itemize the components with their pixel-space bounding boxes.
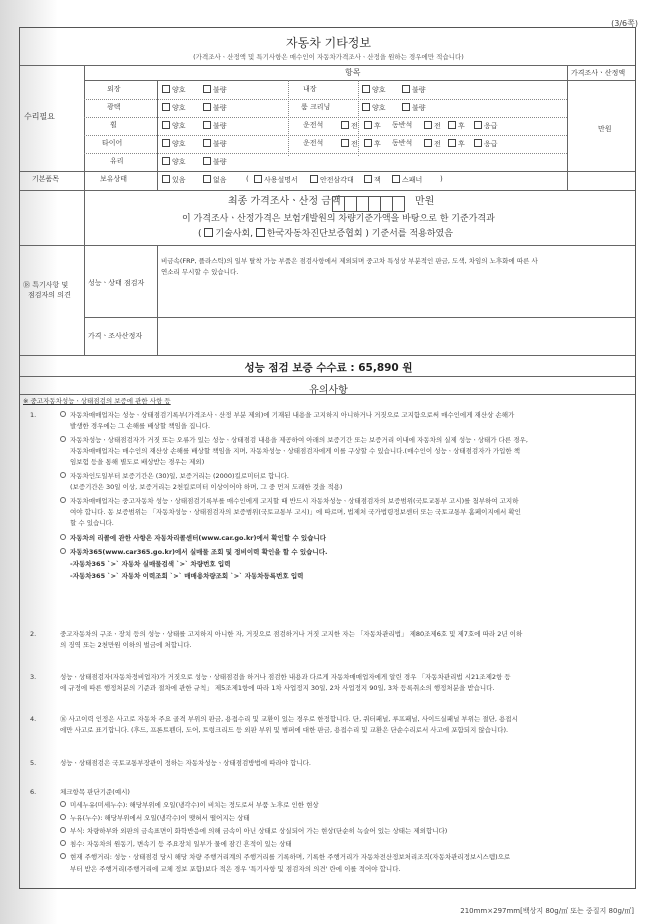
option-label: 전 <box>351 140 358 148</box>
rule <box>20 355 635 356</box>
item-number: 5. <box>30 759 37 767</box>
bullet-icon <box>60 853 66 859</box>
col-header-price: 가격조사ㆍ산정액 <box>571 69 626 77</box>
item-number: 6. <box>30 788 37 796</box>
option-label: 동반석 <box>392 139 413 147</box>
remarks-row1-label: 성능ㆍ상태 점검자 <box>88 279 145 287</box>
row-label: 룸 크리닝 <box>301 103 331 111</box>
price-digit-boxes[interactable] <box>333 193 405 212</box>
col-header-item: 항목 <box>345 68 361 77</box>
basic-sub-label: 보유상태 <box>100 175 128 183</box>
notice-line: 중고자동차의 구조ㆍ장치 등의 성능ㆍ상태를 고지하지 아니한 자, 거짓으로 점검하거나 거짓 고지한 자는 「자동차관리법」 제80조제6호 및 제7호에 따라 2년 이하 <box>60 630 523 638</box>
row-label: 외장 <box>107 85 121 93</box>
row-label: 운전석 <box>303 121 324 129</box>
notice-line: 할 수 있습니다. <box>70 519 114 527</box>
option-label: 후 <box>374 140 381 148</box>
notice-line: -자동차365 `>` 자동차 이력조회 `>` 매매용차량조회 `>` 자동차등록번호 입력 <box>70 572 304 580</box>
checkbox[interactable] <box>424 121 432 129</box>
checkbox[interactable] <box>162 157 170 165</box>
checkbox[interactable] <box>162 175 170 183</box>
notice-line: ⑯ 사고이력 인정은 사고로 자동차 주요 골격 부위의 판금, 용접수리 및 교환이 있는 경우로 한정합니다. 단, 쿼터패널, 루프패널, 사이드실패널 부위는 절단, 용접시 <box>60 715 518 723</box>
notice-title: 유의사항 <box>309 385 348 396</box>
remarks-group-label-2: 점검자의 의견 <box>28 291 71 299</box>
notice-line: 자동차매매업자는 성능ㆍ상태점검기록부(가격조사ㆍ산정 부분 제외)에 기재된 내용을 고지하지 아니하거나 거짓으로 고지함으로써 매수인에게 재산상 손해가 <box>70 411 515 419</box>
rule <box>20 376 635 377</box>
bullet-icon <box>60 497 66 503</box>
checkbox[interactable] <box>162 121 170 129</box>
notice-line: 의 징역 또는 2천만원 이하의 벌금에 처합니다. <box>60 641 192 649</box>
checkbox[interactable] <box>364 121 372 129</box>
notice-line: 자동차매매업자는 매수인의 재산상 손해를 배상할 책임을 지며, 자동차성능ㆍ상태점검자에게 이를 구상할 수 있습니다.(매수인이 성능ㆍ상태점검자가 가입한 책 <box>70 447 521 455</box>
row-label: 휠 <box>110 121 117 129</box>
checkbox[interactable] <box>474 139 482 147</box>
bullet-icon <box>60 827 66 833</box>
remarks-row1-text: 비금속(FRP, 플라스틱)의 일부 탈착 가능 부품은 점검사항에서 제외되며 중고차 특성상 부분적인 판금, 도색, 차임의 노후화에 따른 사 <box>161 257 538 265</box>
checkbox[interactable] <box>254 175 262 183</box>
notice-line: 침수: 자동차의 원동기, 변속기 등 주요장치 일부가 물에 잠긴 흔적이 있는 상태 <box>70 840 292 848</box>
option-label: 한국자동차진단보증협회 <box>266 229 363 239</box>
option-label: 양호 <box>172 104 186 112</box>
checkbox[interactable] <box>162 85 170 93</box>
rule <box>20 245 635 246</box>
paren: ( <box>246 175 249 183</box>
option-label: 응급 <box>484 140 498 148</box>
option-label: 불량 <box>213 140 227 148</box>
checkbox[interactable] <box>362 103 370 111</box>
item-number: 2. <box>30 630 37 638</box>
checkbox[interactable] <box>203 139 211 147</box>
rule <box>84 153 567 154</box>
bullet-icon <box>60 534 66 540</box>
warranty-fee: 성능 점검 보증 수수료 : 65,890 원 <box>244 362 413 374</box>
remarks-group-label-1: ⑱ 특기사항 및 <box>23 281 69 289</box>
option-label: 불량 <box>213 86 227 94</box>
option-label: 양호 <box>172 86 186 94</box>
option-label: 불량 <box>213 158 227 166</box>
notice-line: 성능ㆍ상태점검은 국토교통부장관이 정하는 자동차성능ㆍ상태점검방법에 따라야 합니다. <box>60 759 311 767</box>
option-label: 안전삼각대 <box>320 176 354 184</box>
notice-heading: ※ 중고자동차성능ㆍ상태점검의 보증에 관한 사항 등 <box>23 397 171 405</box>
bullet-icon <box>60 411 66 417</box>
rule <box>20 394 635 395</box>
checkbox[interactable] <box>402 85 410 93</box>
remarks-row2-label: 가격ㆍ조사산정자 <box>88 332 143 340</box>
notice-line: (보증기간은 30일 이상, 보증거리는 2천킬로미터 이상이어야 하며, 그 중 먼저 도래한 것을 적용) <box>70 483 343 491</box>
checkbox[interactable] <box>256 228 265 237</box>
option-label: 동반석 <box>392 121 413 129</box>
notice-line: 자동차인도일부터 보증기간은 (30)일, 보증거리는 (2000)킬로미터로 합니다. <box>70 472 289 480</box>
option-label: 양호 <box>372 104 386 112</box>
checkbox[interactable] <box>162 103 170 111</box>
checkbox[interactable] <box>448 121 456 129</box>
paren: ( <box>198 229 202 239</box>
checkbox[interactable] <box>204 228 213 237</box>
option-label: 불량 <box>213 104 227 112</box>
row-label: 유리 <box>110 157 124 165</box>
notice-line: 현재 주행거리: 성능ㆍ상태점검 당시 해당 차량 주행거리계의 주행거리를 기록하며, 기록한 주행거리가 자동차전산정보처리조직(자동차관리정보시스템)으로 <box>70 853 511 861</box>
basic-label: 기본품목 <box>32 175 60 183</box>
paren: ) <box>440 175 443 183</box>
option-label: 사용설명서 <box>264 176 298 184</box>
option-label: 스패너 <box>402 176 423 184</box>
option-label: 양호 <box>172 122 186 130</box>
notice-line: 부식: 차량하부와 외판의 금속표면이 화학반응에 의해 금속이 아닌 상태로 상실되어 가는 현상(단순히 녹슬어 있는 상태는 제외합니다) <box>70 827 448 835</box>
paper-spec-footer: 210mm×297mm[백상지 80g/㎡ 또는 중질지 80g/㎡] <box>460 907 634 915</box>
notice-line: 누유(누수): 해당부위에서 오일(냉각수)이 맺혀서 떨어지는 상태 <box>70 814 250 822</box>
option-label: 양호 <box>172 140 186 148</box>
option-label: 불량 <box>412 104 426 112</box>
option-label: 불량 <box>213 122 227 130</box>
rule <box>84 99 567 100</box>
rule <box>84 65 85 355</box>
checkbox[interactable] <box>341 139 349 147</box>
notice-line: 자동차의 리콜에 관한 사항은 자동차리콜센터(www.car.go.kr)에서 확인할 수 있습니다 <box>70 534 327 542</box>
checkbox[interactable] <box>392 175 400 183</box>
checkbox[interactable] <box>364 139 372 147</box>
option-label: 기술사회, <box>215 229 254 239</box>
bullet-icon <box>60 840 66 846</box>
checkbox[interactable] <box>203 157 211 165</box>
checkbox[interactable] <box>203 103 211 111</box>
form-frame <box>19 27 636 889</box>
rule <box>20 190 635 191</box>
checkbox[interactable] <box>364 175 372 183</box>
bullet-icon <box>60 436 66 442</box>
rule <box>84 80 635 81</box>
item-number: 4. <box>30 715 37 723</box>
row-label: 내장 <box>303 85 317 93</box>
option-label: 있음 <box>172 176 186 184</box>
final-price-unit: 만원 <box>415 196 435 207</box>
option-label: 전 <box>434 140 441 148</box>
notice-line: 자동차매매업자는 중고자동차 성능ㆍ상태점검기록부를 매수인에게 고지할 때 반드시 자동차성능ㆍ상태점검자의 보증범위(국토교통부 고시)를 첨부하여 고지하 <box>70 497 519 505</box>
checkbox[interactable] <box>310 175 318 183</box>
notice-line: -자동차365 `>` 자동차 실매물검색 `>` 차량번호 입력 <box>70 560 231 568</box>
final-price-line2-end: ) 기준서를 적용하였음 <box>365 229 453 239</box>
item-number: 3. <box>30 673 37 681</box>
notice-line: 미세누유(미세누수): 해당부위에 오일(냉각수)이 비치는 정도로서 부품 노후로 인한 현상 <box>70 801 319 809</box>
option-label: 잭 <box>374 176 381 184</box>
row-label: 광택 <box>107 103 121 111</box>
item-number: 1. <box>30 411 37 419</box>
option-label: 불량 <box>412 86 426 94</box>
notice-line: 자동차성능ㆍ상태점검자가 거짓 또는 오류가 있는 성능ㆍ상태점검 내용을 제공하여 아래의 보증기간 또는 보증거리 이내에 자동차의 실제 성능ㆍ상태가 다른 경우, <box>70 436 528 444</box>
rule <box>288 80 289 156</box>
option-label: 후 <box>374 122 381 130</box>
option-label: 후 <box>458 140 465 148</box>
rule <box>84 317 635 318</box>
page-number: (3/6쪽) <box>611 19 638 28</box>
option-label: 양호 <box>372 86 386 94</box>
checkbox[interactable] <box>362 85 370 93</box>
bullet-icon <box>60 472 66 478</box>
final-price-line1: 이 가격조사ㆍ산정가격은 보험개발원의 차량기준가액을 바탕으로 한 기준가격과 <box>182 214 495 224</box>
bullet-icon <box>60 801 66 807</box>
notice-line: 에 규정에 따른 행정처분의 기준과 절차에 관한 규칙」 제5조제1항에 따라 1차 사업정지 30일, 2차 사업정지 90일, 3차 등록취소의 행정처분을 받습니다. <box>60 684 495 692</box>
remarks-row1-text: 연소리 무시할 수 있습니다. <box>161 268 239 276</box>
option-label: 전 <box>434 122 441 130</box>
notice-line: 자동차365(www.car365.go.kr)에서 실매물 조회 및 정비이력 확인을 할 수 있습니다. <box>70 548 328 556</box>
rule <box>157 245 158 355</box>
row-label: 타이어 <box>102 139 123 147</box>
checkbox[interactable] <box>341 121 349 129</box>
option-label: 양호 <box>172 158 186 166</box>
checkbox[interactable] <box>203 175 211 183</box>
rule <box>20 171 635 172</box>
rule <box>84 117 567 118</box>
doc-title: 자동차 기타정보 <box>286 36 371 50</box>
notice-line: 발생한 경우에는 그 손해를 배상할 책임을 집니다. <box>70 422 211 430</box>
checkbox[interactable] <box>203 85 211 93</box>
rule <box>84 135 567 136</box>
notice-line: 에만 사고로 표기합니다. (후드, 프론트펜더, 도어, 트렁크리드 등 외판 부위 및 범퍼에 대한 판금, 용접수리 및 교환은 단순수리로서 사고에 포함되지 않습니다). <box>60 726 509 734</box>
notice-line: 부터 받은 주행거리(주행거리에 교체 정보 포함)보다 적은 경우 '특기사항 및 점검자의 의견' 란에 이를 적어야 합니다. <box>70 865 401 873</box>
row-label: 운전석 <box>303 139 324 147</box>
repair-group-label: 수리필요 <box>24 112 55 121</box>
notice-line: 여야 합니다. 동 보증범위는 「자동차성능ㆍ상태점검자의 보증범위(국토교통부 고시)」에 따르며, 법제처 국가법령정보센터 또는 국토교통부 홈페이지에서 확인 <box>70 508 521 516</box>
bullet-icon <box>60 548 66 554</box>
rule <box>358 80 359 156</box>
price-unit: 만원 <box>598 125 612 133</box>
final-price-label: 최종 가격조사ㆍ산정 금액 <box>228 196 341 207</box>
doc-subtitle: (가격조사ㆍ산정액 및 특기사항은 매수인이 자동차가격조사ㆍ산정을 원하는 경우에만 적습니다) <box>193 53 464 61</box>
bullet-icon <box>60 814 66 820</box>
option-label: 전 <box>351 122 358 130</box>
checkbox[interactable] <box>448 139 456 147</box>
notice-line: 임보험 등을 통해 별도로 배상받는 경우는 제외) <box>70 458 205 466</box>
notice-line: 성능ㆍ상태점검자(자동차정비업자)가 거짓으로 성능ㆍ상태점검을 하거나 점검한 내용과 다르게 자동차매매업자에게 알린 경우 「자동차관리법 시21조제2항 등 <box>60 673 511 681</box>
checkbox[interactable] <box>162 139 170 147</box>
checkbox[interactable] <box>424 139 432 147</box>
option-label: 응급 <box>484 122 498 130</box>
rule <box>20 65 635 66</box>
notice-line: 체크항목 판단기준(예시) <box>60 788 130 796</box>
option-label: 후 <box>458 122 465 130</box>
checkbox[interactable] <box>474 121 482 129</box>
checkbox[interactable] <box>402 103 410 111</box>
checkbox[interactable] <box>203 121 211 129</box>
option-label: 없음 <box>213 176 227 184</box>
